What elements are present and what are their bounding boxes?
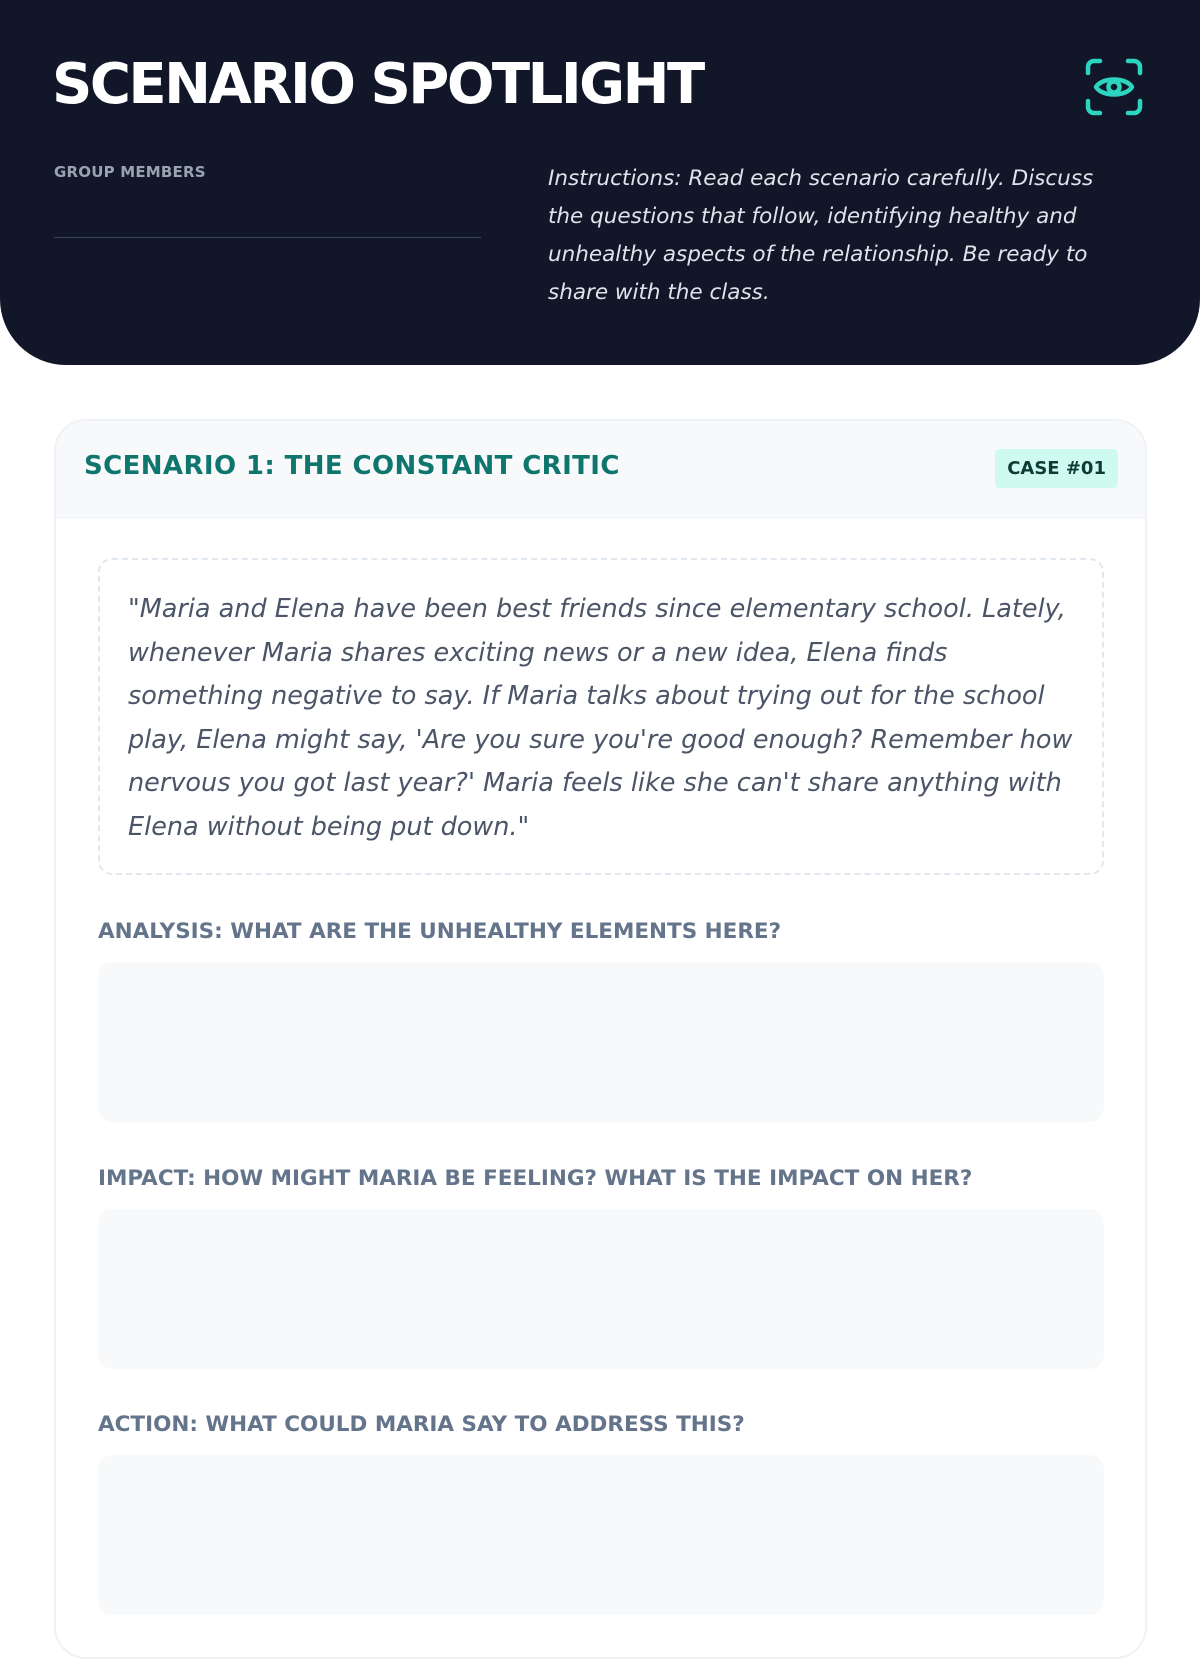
impact-question-label: IMPACT: HOW MIGHT MARIA BE FEELING? WHAT IS THE IMPACT ON HER? bbox=[98, 1166, 973, 1191]
scenario-card bbox=[54, 419, 1147, 1659]
analysis-answer-field[interactable] bbox=[98, 962, 1104, 1122]
group-members-field[interactable] bbox=[54, 237, 481, 238]
action-question-label: ACTION: WHAT COULD MARIA SAY TO ADDRESS THIS? bbox=[98, 1412, 745, 1437]
scenario-quote-box bbox=[98, 558, 1104, 875]
page-title: SCENARIO SPOTLIGHT bbox=[52, 52, 703, 117]
scenario-title: SCENARIO 1: THE CONSTANT CRITIC bbox=[84, 451, 620, 481]
group-members-label: GROUP MEMBERS bbox=[54, 163, 206, 181]
header bbox=[0, 0, 1200, 365]
action-answer-field[interactable] bbox=[98, 1455, 1104, 1615]
scenario-quote: "Maria and Elena have been best friends since elementary school. Lately, whenever Maria shares exciting news or a new idea, Elena finds something negative to say. If Maria talks about trying out for the school play, Elena might say, 'Are you sure you're good enough? Remember how nervous you got last year?' Maria feels like she can't share anything with Elena without being put down." bbox=[128, 594, 1073, 842]
eye-scan-icon bbox=[1084, 57, 1144, 117]
scenario-card-header bbox=[56, 421, 1145, 518]
impact-answer-field[interactable] bbox=[98, 1209, 1104, 1369]
analysis-question-label: ANALYSIS: WHAT ARE THE UNHEALTHY ELEMENTS HERE? bbox=[98, 919, 782, 944]
instructions-text: Instructions: Read each scenario carefully. Discuss the questions that follow, identifying healthy and unhealthy aspects of the relationship. Be ready to share with the class. bbox=[548, 166, 1094, 305]
case-badge: CASE #01 bbox=[995, 449, 1118, 488]
